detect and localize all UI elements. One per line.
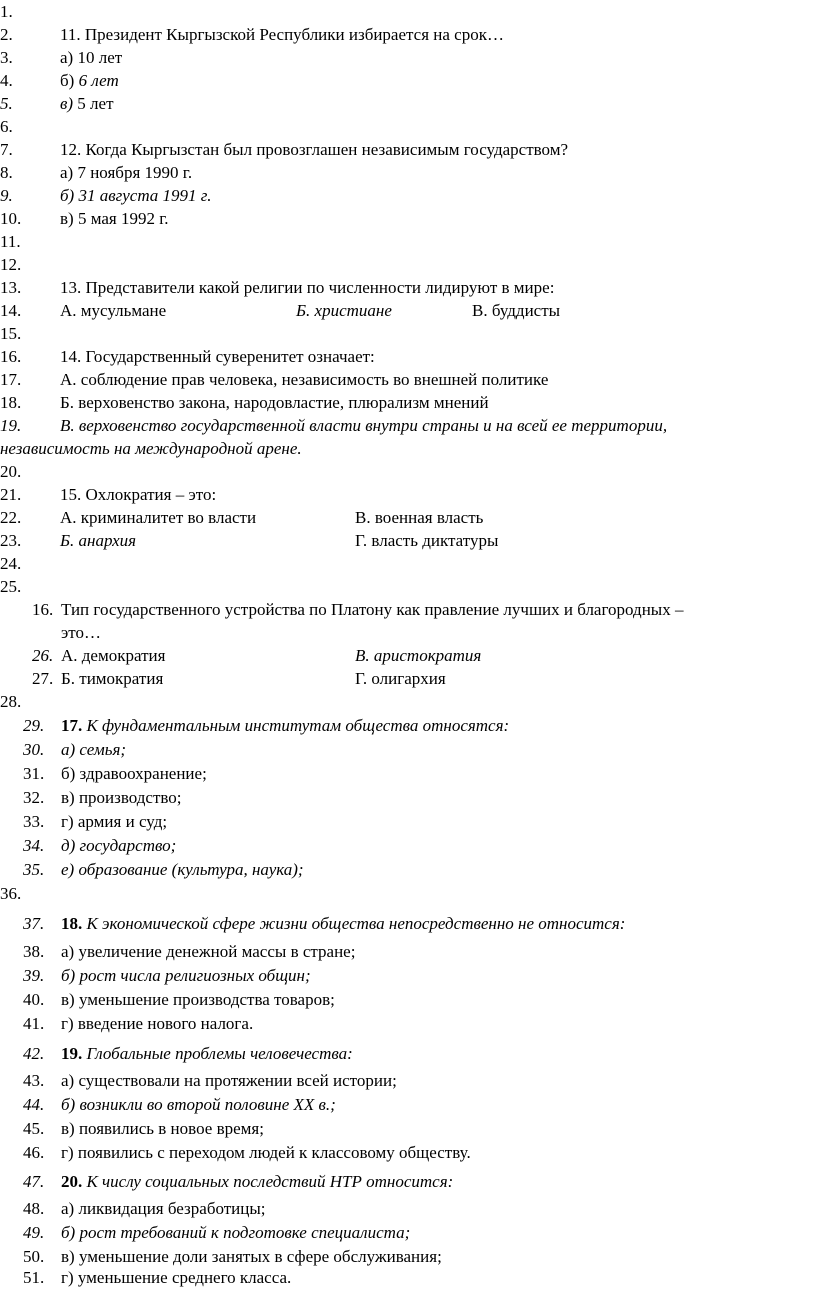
line-number: 4. — [0, 71, 13, 90]
line-number: 5. — [0, 94, 13, 113]
answer-text: б) рост требований к подготовке специалиста; — [61, 1223, 411, 1242]
question-text: 13. Представители какой религии по численности лидируют в мире: — [60, 278, 555, 297]
line-number: 2. — [0, 25, 13, 44]
line-number: 34. — [23, 836, 45, 855]
question-body: Глобальные проблемы человечества: — [82, 1044, 353, 1063]
line-number: 26. — [32, 646, 54, 665]
question-number: 19. — [61, 1044, 83, 1063]
answer-text: е) образование (культура, наука); — [61, 860, 304, 879]
answer-text: в) 5 мая 1992 г. — [60, 209, 169, 228]
answer-text: А. демократия — [61, 646, 166, 665]
answer-text: г) армия и суд; — [61, 812, 168, 831]
line-number: 31. — [23, 764, 45, 783]
answer-text: в) уменьшение производства товаров; — [61, 990, 335, 1009]
answer-text: а) ликвидация безработицы; — [61, 1199, 266, 1218]
line-number: 10. — [0, 209, 22, 228]
line-number: 16. — [0, 347, 22, 366]
question-text: 14. Государственный суверенитет означает: — [60, 347, 375, 366]
answer-text: В. буддисты — [472, 301, 561, 320]
question-text: 12. Когда Кыргызстан был провозглашен независимым государством? — [60, 140, 569, 159]
answer-text: А. мусульмане — [60, 301, 167, 320]
question-text: Тип государственного устройства по Платону как правление лучших и благородных – — [61, 600, 684, 619]
line-number: 17. — [0, 370, 22, 389]
line-number: 11. — [0, 232, 21, 251]
answer-text — [60, 92, 114, 115]
answer-text: г) введение нового налога. — [61, 1014, 254, 1033]
question-number: 17. — [61, 716, 83, 735]
question-text — [61, 912, 625, 935]
answer-text: а) существовали на протяжении всей истории; — [61, 1071, 397, 1090]
question-body: К числу социальных последствий НТР относится: — [82, 1172, 454, 1191]
answer-text: г) появились с переходом людей к классовому обществу. — [61, 1143, 471, 1162]
line-number: 30. — [23, 740, 45, 759]
line-number: 49. — [23, 1223, 45, 1242]
answer-text: В. аристократия — [355, 646, 482, 665]
question-number: 18. — [61, 914, 83, 933]
line-number: 1. — [0, 2, 13, 21]
answer-text: б) рост числа религиозных общин; — [61, 966, 311, 985]
line-number: 43. — [23, 1071, 45, 1090]
line-number: 18. — [0, 393, 22, 412]
question-body: К фундаментальным институтам общества относятся: — [82, 716, 510, 735]
answer-text: В. верховенство государственной власти внутри страны и на всей ее территории, — [60, 416, 668, 435]
line-number: 44. — [23, 1095, 45, 1114]
answer-text: а) семья; — [61, 740, 127, 759]
answer-text: Б. верховенство закона, народовластие, плюрализм мнений — [60, 393, 489, 412]
line-number: 35. — [23, 860, 45, 879]
answer-text: независимость на международной арене. — [0, 439, 302, 458]
line-number: 24. — [0, 554, 22, 573]
question-text: 11. Президент Кыргызской Республики избирается на срок… — [60, 25, 504, 44]
answer-text: в) появились в новое время; — [61, 1119, 264, 1138]
line-number: 41. — [23, 1014, 45, 1033]
answer-text: Б. тимократия — [61, 669, 164, 688]
answer-text: г) уменьшение среднего класса. — [61, 1268, 292, 1287]
answer-text: б) 31 августа 1991 г. — [60, 186, 212, 205]
line-number: 38. — [23, 942, 45, 961]
answer-highlight: 6 лет — [78, 71, 119, 90]
line-number: 15. — [0, 324, 22, 343]
line-number: 8. — [0, 163, 13, 182]
answer-text: А. криминалитет во власти — [60, 508, 257, 527]
line-number: 36. — [0, 884, 22, 903]
answer-letter: в) — [60, 94, 74, 113]
line-number: 48. — [23, 1199, 45, 1218]
line-number: 32. — [23, 788, 45, 807]
line-number: 7. — [0, 140, 13, 159]
line-number: 50. — [23, 1247, 45, 1266]
answer-text: Г. власть диктатуры — [355, 531, 499, 550]
question-text — [61, 1170, 453, 1193]
answer-text: Б. анархия — [60, 531, 137, 550]
question-text — [61, 1042, 353, 1065]
line-number: 14. — [0, 301, 22, 320]
line-number: 45. — [23, 1119, 45, 1138]
question-text: это… — [61, 623, 102, 642]
answer-text: а) увеличение денежной массы в стране; — [61, 942, 356, 961]
line-number: 23. — [0, 531, 22, 550]
question-body: К экономической сфере жизни общества непосредственно не относится: — [82, 914, 626, 933]
answer-text: б) здравоохранение; — [61, 764, 207, 783]
line-number: 51. — [23, 1268, 45, 1287]
line-number: 27. — [32, 669, 54, 688]
answer-text: в) производство; — [61, 788, 182, 807]
line-number: 39. — [23, 966, 45, 985]
answer-text: б) возникли во второй половине XX в.; — [61, 1095, 336, 1114]
line-number: 13. — [0, 278, 22, 297]
line-number: 20. — [0, 462, 22, 481]
line-number: 28. — [0, 692, 22, 711]
question-text: 15. Охлократия – это: — [60, 485, 217, 504]
line-number: 3. — [0, 48, 13, 67]
answer-text — [60, 69, 119, 92]
answer-text: д) государство; — [61, 836, 177, 855]
answer-text: Б. христиане — [296, 301, 392, 320]
answer-text: а) 10 лет — [60, 48, 123, 67]
answer-value: 5 лет — [73, 94, 114, 113]
line-number: 46. — [23, 1143, 45, 1162]
answer-text: А. соблюдение прав человека, независимость во внешней политике — [60, 370, 549, 389]
line-number: 25. — [0, 577, 22, 596]
line-number: 33. — [23, 812, 45, 831]
line-number: 21. — [0, 485, 22, 504]
line-number: 22. — [0, 508, 22, 527]
line-number: 6. — [0, 117, 13, 136]
line-number: 37. — [23, 914, 45, 933]
line-number: 9. — [0, 186, 13, 205]
answer-text: Г. олигархия — [355, 669, 446, 688]
line-number: 12. — [0, 255, 22, 274]
answer-letter: б) — [60, 71, 79, 90]
line-number: 29. — [23, 716, 45, 735]
answer-text: а) 7 ноября 1990 г. — [60, 163, 193, 182]
line-number: 16. — [32, 600, 54, 619]
line-number: 47. — [23, 1172, 45, 1191]
line-number: 42. — [23, 1044, 45, 1063]
answer-text: в) уменьшение доли занятых в сфере обслуживания; — [61, 1247, 442, 1266]
line-number: 19. — [0, 416, 22, 435]
question-number: 20. — [61, 1172, 83, 1191]
answer-text: В. военная власть — [355, 508, 484, 527]
line-number: 40. — [23, 990, 45, 1009]
question-text — [61, 714, 509, 737]
